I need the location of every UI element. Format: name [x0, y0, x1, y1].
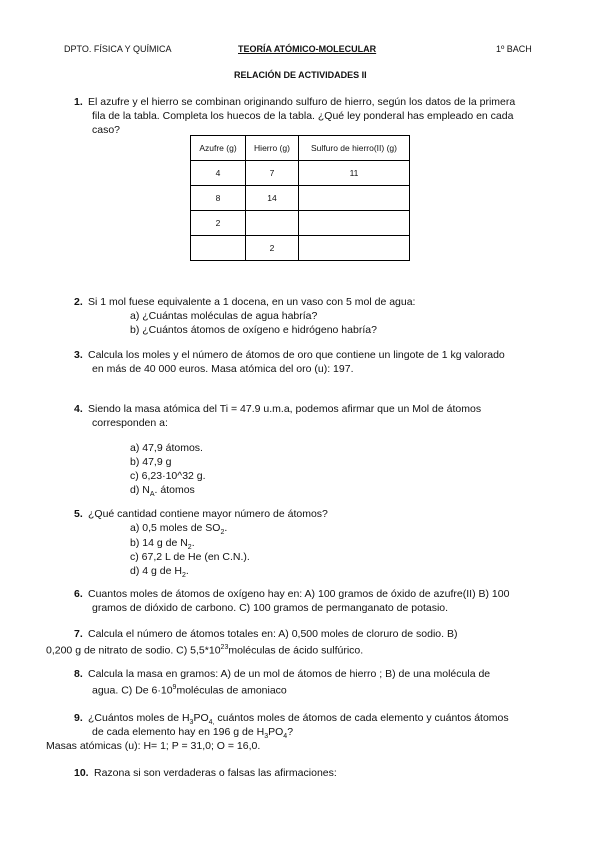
header-course: 1º BACH	[496, 44, 532, 54]
q9-line2-text: PO	[268, 726, 284, 738]
q4-option-c: c) 6,23·10^32 g.	[130, 470, 206, 482]
q7-line2	[46, 641, 363, 658]
q2-option-a: a) ¿Cuántas moléculas de agua habría?	[130, 310, 318, 322]
q6-line2: gramos de dióxido de carbono. C) 100 gramos de permanganato de potasio.	[92, 602, 449, 614]
q9-line2-text: ?	[287, 726, 294, 738]
q5-line1: ¿Qué cantidad contiene mayor número de átomos?	[88, 508, 328, 520]
q5-number: 5.	[74, 508, 83, 520]
q4-option-d	[130, 483, 195, 502]
q3-line1: Calcula los moles y el número de átomos de oro que contiene un lingote de 1 kg valorado	[88, 349, 505, 361]
q4-line1: Siendo la masa atómica del Ti = 47.9 u.m.a, podemos afirmar que un Mol de átomos	[88, 403, 482, 415]
q7-line1: Calcula el número de átomos totales en: A) 0,500 moles de cloruro de sodio. B)	[88, 628, 458, 640]
q4-option-d-text-end: . átomos	[154, 484, 195, 496]
q6-number: 6.	[74, 588, 83, 600]
table-row	[191, 186, 410, 211]
table-cell: 2	[246, 236, 299, 261]
q5-option-c: c) 67,2 L de He (en C.N.).	[130, 551, 250, 563]
table-cell	[299, 211, 410, 236]
q1-line1: El azufre y el hierro se combinan originando sulfuro de hierro, según los datos de la primera	[88, 96, 516, 108]
q10-number: 10.	[74, 767, 89, 779]
q4-line2: corresponden a:	[92, 417, 168, 429]
q1-line2: fila de la tabla. Completa los huecos de la tabla. ¿Qué ley ponderal has empleado en cada	[92, 110, 514, 122]
q10-line1: Razona si son verdaderas o falsas las afirmaciones:	[94, 767, 337, 779]
table-row	[191, 236, 410, 261]
q8-line1: Calcula la masa en gramos: A) de un mol de átomos de hierro ; B) de una molécula de	[88, 668, 491, 680]
q4-option-a: a) 47,9 átomos.	[130, 442, 203, 454]
table-cell	[299, 236, 410, 261]
table-cell: 7	[246, 161, 299, 186]
q5-option-d-end: .	[185, 565, 189, 577]
table-cell	[299, 186, 410, 211]
q4-option-d-sub: A	[149, 491, 155, 499]
q1-number: 1.	[74, 96, 83, 108]
q8-line2-end: moléculas de amoniaco	[176, 684, 287, 697]
q5-option-d-sub: 2	[181, 572, 186, 580]
q9-line1-text: cuántos moles de átomos de cada elemento y cuántos átomos	[214, 712, 509, 724]
q3-number: 3.	[74, 349, 83, 361]
header-department: DPTO. FÍSICA Y QUÍMICA	[64, 44, 172, 54]
q6-line1: Cuantos moles de átomos de oxígeno hay en: A) 100 gramos de óxido de azufre(II) B) 100	[88, 588, 510, 600]
q4-option-b: b) 47,9 g	[130, 456, 172, 468]
q7-line2-text: 0,200 g de nitrato de sodio. C) 5,5*10	[46, 644, 221, 657]
q5-option-b-text: b) 14 g de N	[130, 537, 188, 549]
q8-line2-sup: 9	[172, 684, 177, 691]
q2-number: 2.	[74, 296, 83, 308]
q9-number: 9.	[74, 712, 83, 724]
table-cell: 11	[299, 161, 410, 186]
table-cell	[191, 236, 246, 261]
q9-line1-text: ¿Cuántos moles de H	[88, 712, 190, 724]
q7-line2-end: moléculas de ácido sulfúrico.	[228, 644, 364, 657]
q9-atomic-masses: Masas atómicas (u): H= 1; P = 31,0; O = 16,0.	[46, 740, 261, 752]
table-header-row	[191, 136, 410, 161]
page-title: RELACIÓN DE ACTIVIDADES II	[234, 70, 367, 80]
q2-option-b: b) ¿Cuántos átomos de oxígeno e hidrógeno habría?	[130, 324, 377, 336]
q5-option-d-text: d) 4 g de H	[130, 565, 182, 577]
table-cell: 2	[191, 211, 246, 236]
q1-line3: caso?	[92, 124, 121, 136]
q7-number: 7.	[74, 628, 83, 640]
table-header: Sulfuro de hierro(II) (g)	[299, 136, 410, 161]
q4-option-d-text: d) N	[130, 484, 150, 496]
q9-line2-text: de cada elemento hay en 196 g de H	[92, 726, 265, 738]
table-header: Azufre (g)	[191, 136, 246, 161]
q8-number: 8.	[74, 668, 83, 680]
q2-line1: Si 1 mol fuese equivalente a 1 docena, en un vaso con 5 mol de agua:	[88, 296, 416, 308]
header-topic: TEORÍA ATÓMICO-MOLECULAR	[238, 44, 377, 54]
q9-line2-sub: 4	[283, 733, 288, 741]
q9-line1-sub: 3	[189, 719, 194, 727]
table-cell: 4	[191, 161, 246, 186]
q5-option-b-sub: 2	[187, 544, 192, 552]
q8-line2-text: agua. C) De 6·10	[92, 684, 173, 697]
q9-line1-sub: 4,	[208, 719, 215, 727]
data-table	[190, 135, 410, 261]
q9-line1-text: PO	[193, 712, 209, 724]
q5-option-a-sub: 2	[220, 529, 225, 537]
q9-line2-sub: 3	[264, 733, 269, 741]
table-cell	[246, 211, 299, 236]
q5-option-a-end: .	[224, 522, 228, 534]
q3-line2: en más de 40 000 euros. Masa atómica del oro (u): 197.	[92, 363, 354, 375]
table-cell: 8	[191, 186, 246, 211]
q4-number: 4.	[74, 403, 83, 415]
q5-option-d	[130, 564, 189, 583]
table-header: Hierro (g)	[246, 136, 299, 161]
table-row	[191, 161, 410, 186]
table-row	[191, 211, 410, 236]
q5-option-b-end: .	[191, 537, 195, 549]
q7-line2-sup: 23	[220, 644, 229, 651]
q5-option-a-text: a) 0,5 moles de SO	[130, 522, 221, 534]
q8-line2	[92, 681, 287, 698]
table-cell: 14	[246, 186, 299, 211]
